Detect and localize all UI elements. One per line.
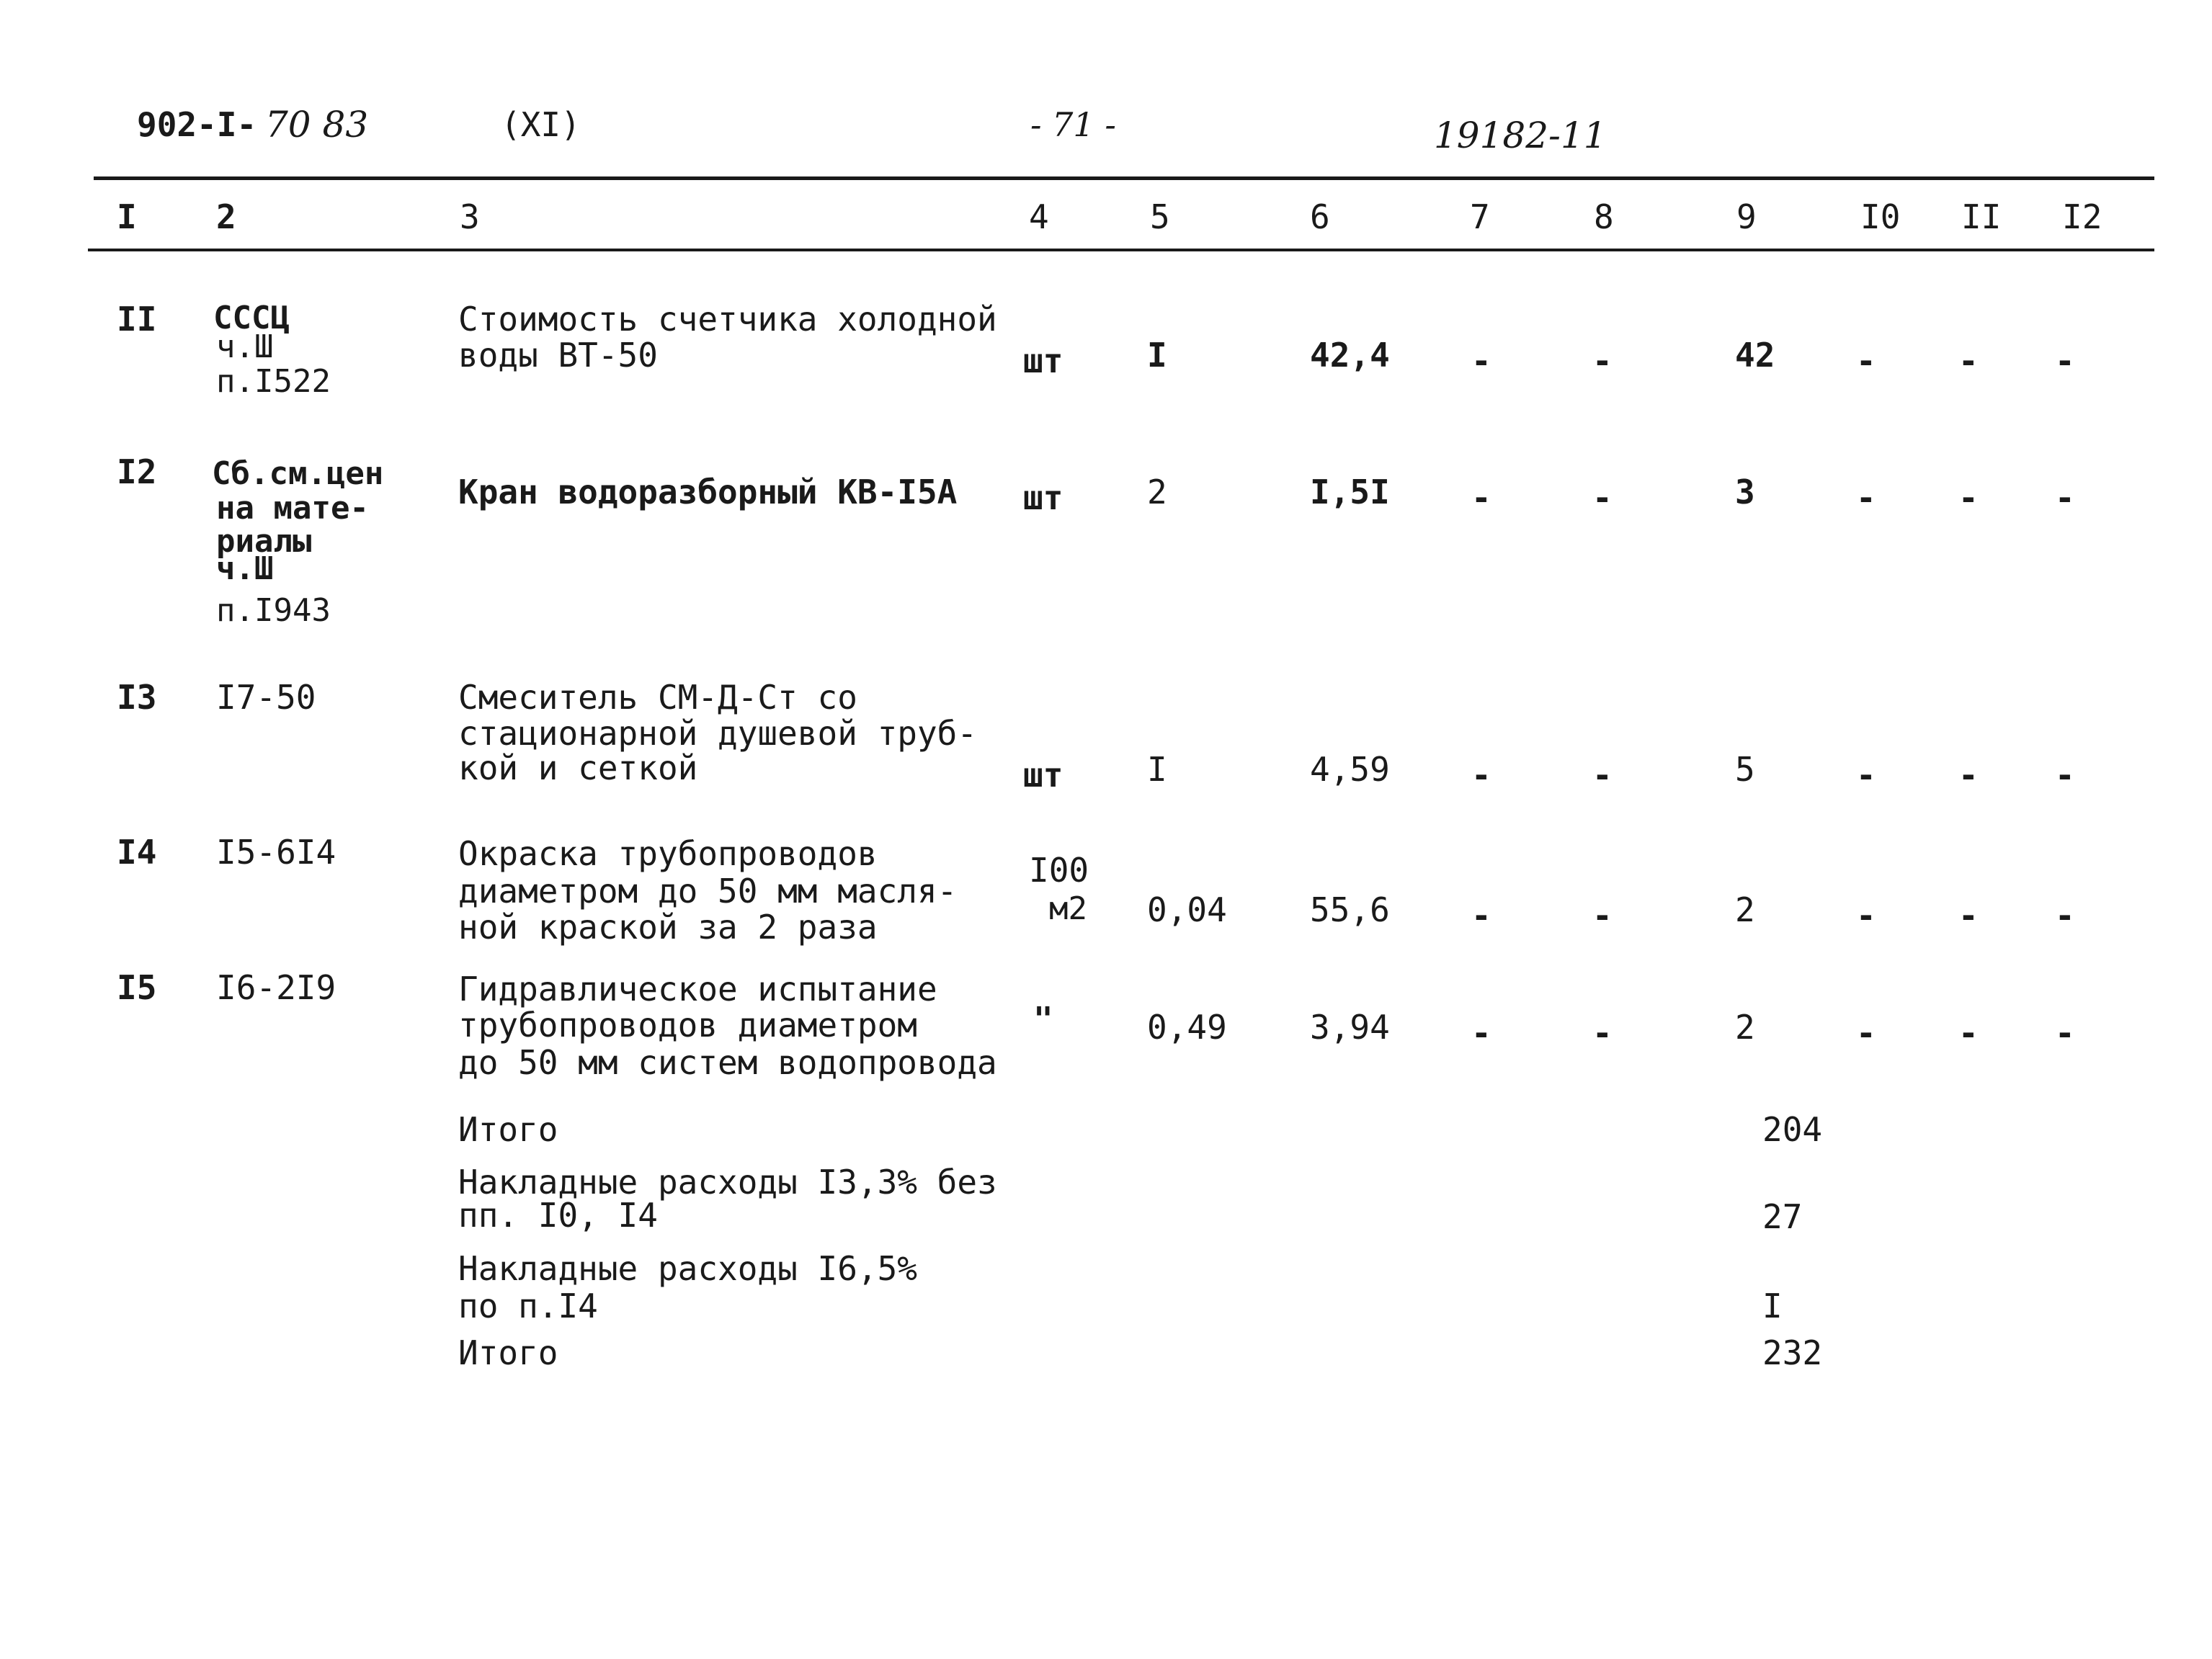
row-total: 3: [1735, 473, 1755, 511]
column-header: I: [117, 197, 137, 236]
row-col12: -: [2055, 896, 2075, 935]
row-unit: шт: [1023, 756, 1063, 795]
row-name: стационарной душевой труб-: [458, 714, 978, 753]
row-col8: -: [1592, 1014, 1613, 1052]
row-number: I5: [117, 968, 157, 1007]
row-number: I2: [117, 452, 157, 491]
column-header: 6: [1310, 197, 1330, 236]
row-unit: шт: [1023, 341, 1063, 380]
row-name: Гидравлическое испытание: [458, 970, 937, 1009]
row-col10: -: [1856, 478, 1876, 517]
row-code: I5-6I4: [216, 833, 336, 872]
row-col7: -: [1471, 478, 1491, 517]
row-unit: I00: [1029, 851, 1089, 890]
document-code-handwritten: 70 83: [265, 104, 369, 146]
row-quantity: I: [1147, 336, 1167, 375]
archive-number: 19182-11: [1434, 115, 1607, 156]
row-name: до 50 мм систем водопровода: [458, 1043, 997, 1082]
row-col7: -: [1471, 1014, 1491, 1052]
column-header: 8: [1594, 197, 1614, 236]
row-quantity: 0,04: [1147, 890, 1227, 929]
row-name: Окраска трубопроводов: [458, 834, 878, 873]
row-col12: -: [2055, 478, 2075, 517]
row-name: воды ВТ-50: [458, 336, 658, 375]
row-unit-price: 55,6: [1310, 890, 1390, 929]
document-code-prefix: 902-I-: [137, 105, 257, 144]
row-total: 2: [1735, 1008, 1755, 1047]
column-header: 5: [1150, 197, 1170, 236]
row-code: СССЦ: [213, 300, 290, 336]
row-col11: -: [1958, 1014, 1979, 1052]
row-number: I4: [117, 833, 157, 872]
row-col7: -: [1471, 341, 1491, 380]
row-col10: -: [1856, 756, 1876, 795]
row-total: 2: [1735, 890, 1755, 929]
row-code: I6-2I9: [216, 968, 336, 1007]
row-number: I3: [117, 678, 157, 717]
row-name: Смеситель СМ-Д-Ст со: [458, 678, 857, 717]
row-code: п.I522: [216, 363, 331, 400]
row-col8: -: [1592, 756, 1613, 795]
section-number: (XI): [501, 105, 581, 144]
row-col8: -: [1592, 341, 1613, 380]
row-quantity: 0,49: [1147, 1008, 1227, 1047]
column-header: 9: [1736, 197, 1757, 236]
column-header: 4: [1029, 197, 1049, 236]
summary-label: Итого: [458, 1333, 558, 1372]
row-unit: м2: [1049, 890, 1087, 927]
row-code: п.I943: [216, 592, 331, 629]
row-unit: шт: [1023, 478, 1063, 517]
summary-label: Накладные расходы I3,3% без: [458, 1163, 997, 1202]
column-header: I2: [2062, 197, 2102, 236]
page-number: - 71 -: [1030, 105, 1116, 144]
row-name: Стоимость счетчика холодной: [458, 300, 997, 339]
summary-value: I: [1762, 1287, 1783, 1325]
row-code: риалы: [216, 523, 312, 560]
summary-label: Накладные расходы I6,5%: [458, 1249, 917, 1288]
row-col10: -: [1856, 896, 1876, 935]
row-col12: -: [2055, 756, 2075, 795]
row-col10: -: [1856, 1014, 1876, 1052]
summary-value: 27: [1762, 1197, 1803, 1236]
row-col12: -: [2055, 1014, 2075, 1052]
summary-label: по п.I4: [458, 1287, 598, 1325]
row-unit-ditto: ": [1033, 1000, 1053, 1039]
row-unit-price: I,5I: [1310, 473, 1390, 511]
column-header: 7: [1470, 197, 1490, 236]
row-col11: -: [1958, 478, 1979, 517]
row-code: Сб.см.цен: [212, 455, 384, 492]
row-col8: -: [1592, 478, 1613, 517]
summary-label: пп. I0, I4: [458, 1196, 658, 1235]
top-rule: [94, 176, 2154, 180]
header-rule: [88, 249, 2154, 251]
row-name: Кран водоразборный КВ-I5А: [458, 473, 958, 511]
summary-value: 204: [1762, 1110, 1823, 1149]
row-number: II: [117, 300, 157, 339]
column-header: I0: [1860, 197, 1901, 236]
row-col11: -: [1958, 896, 1979, 935]
row-col12: -: [2055, 341, 2075, 380]
row-unit-price: 42,4: [1310, 336, 1390, 375]
row-col11: -: [1958, 341, 1979, 380]
row-quantity: I: [1147, 750, 1167, 789]
row-col11: -: [1958, 756, 1979, 795]
row-col7: -: [1471, 756, 1491, 795]
row-unit-price: 3,94: [1310, 1008, 1390, 1047]
column-header: II: [1961, 197, 2002, 236]
row-col7: -: [1471, 896, 1491, 935]
row-quantity: 2: [1147, 473, 1167, 511]
row-code: на мате-: [216, 490, 369, 527]
row-total: 5: [1735, 750, 1755, 789]
row-unit-price: 4,59: [1310, 750, 1390, 789]
column-header: 3: [460, 197, 480, 236]
row-col10: -: [1856, 341, 1876, 380]
row-code: ч.Ш: [216, 328, 274, 365]
column-header: 2: [216, 197, 236, 236]
row-name: кой и сеткой: [458, 748, 698, 787]
row-name: трубопроводов диаметром: [458, 1006, 917, 1045]
summary-label: Итого: [458, 1110, 558, 1149]
row-name: диаметром до 50 мм масля-: [458, 872, 958, 911]
row-code: ч.Ш: [216, 550, 274, 587]
row-col8: -: [1592, 896, 1613, 935]
row-name: ной краской за 2 раза: [458, 908, 878, 947]
row-total: 42: [1735, 336, 1775, 375]
row-code: I7-50: [216, 678, 316, 717]
summary-value: 232: [1762, 1333, 1823, 1372]
